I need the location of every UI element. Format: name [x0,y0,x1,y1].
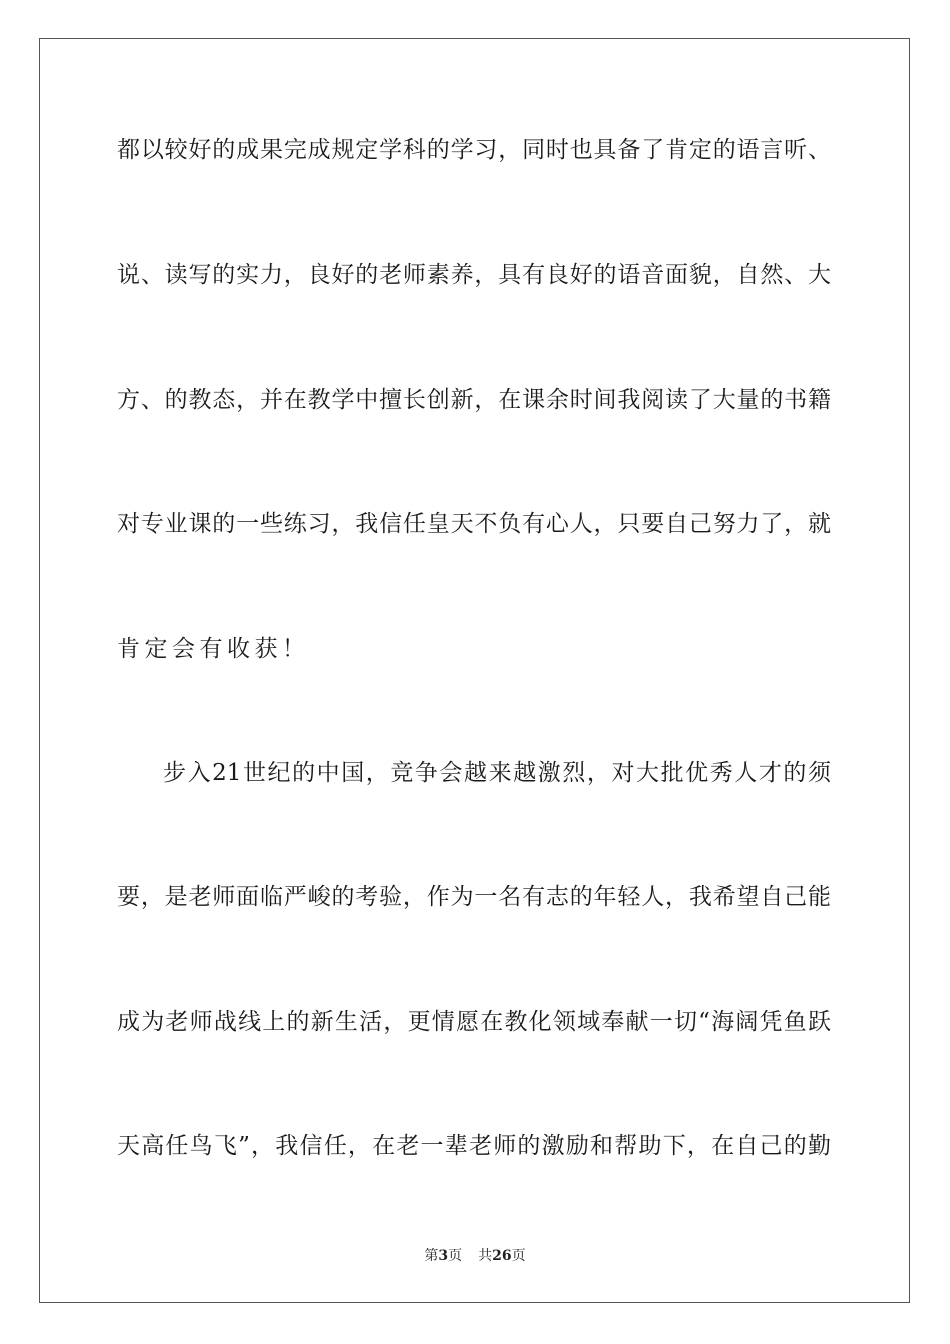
page-border [39,38,910,1303]
page-current: 3 [438,1248,449,1264]
total-suffix: 页 [511,1248,526,1264]
page-suffix: 页 [448,1248,463,1264]
paragraph-line-3: 方、的教态，并在教学中擅长创新，在课余时间我阅读了大量的书籍 [117,387,831,413]
paragraph-line-4: 对专业课的一些练习，我信任皇天不负有心人，只要自己努力了，就 [117,511,831,537]
paragraph-line-1: 都以较好的成果完成规定学科的学习，同时也具备了肯定的语言听、 [117,137,831,163]
page-total: 26 [492,1248,512,1264]
paragraph-line-5: 肯定会有收获！ [117,636,310,662]
paragraph-line-2: 说、读写的实力，良好的老师素养，具有良好的语音面貌，自然、大 [117,262,831,288]
page-prefix: 第 [424,1248,439,1264]
paragraph-line-8: 成为老师战线上的新生活，更情愿在教化领域奉献一切“海阔凭鱼跃 [117,1009,831,1035]
page-footer [0,1247,950,1265]
total-prefix: 共 [478,1248,493,1264]
paragraph-line-9: 天高任鸟飞”，我信任，在老一辈老师的激励和帮助下，在自己的勤 [117,1133,831,1159]
paragraph-line-6: 步入21世纪的中国，竞争会越来越激烈，对大批优秀人才的须 [163,760,831,786]
paragraph-line-7: 要，是老师面临严峻的考验，作为一名有志的年轻人，我希望自己能 [117,884,831,910]
